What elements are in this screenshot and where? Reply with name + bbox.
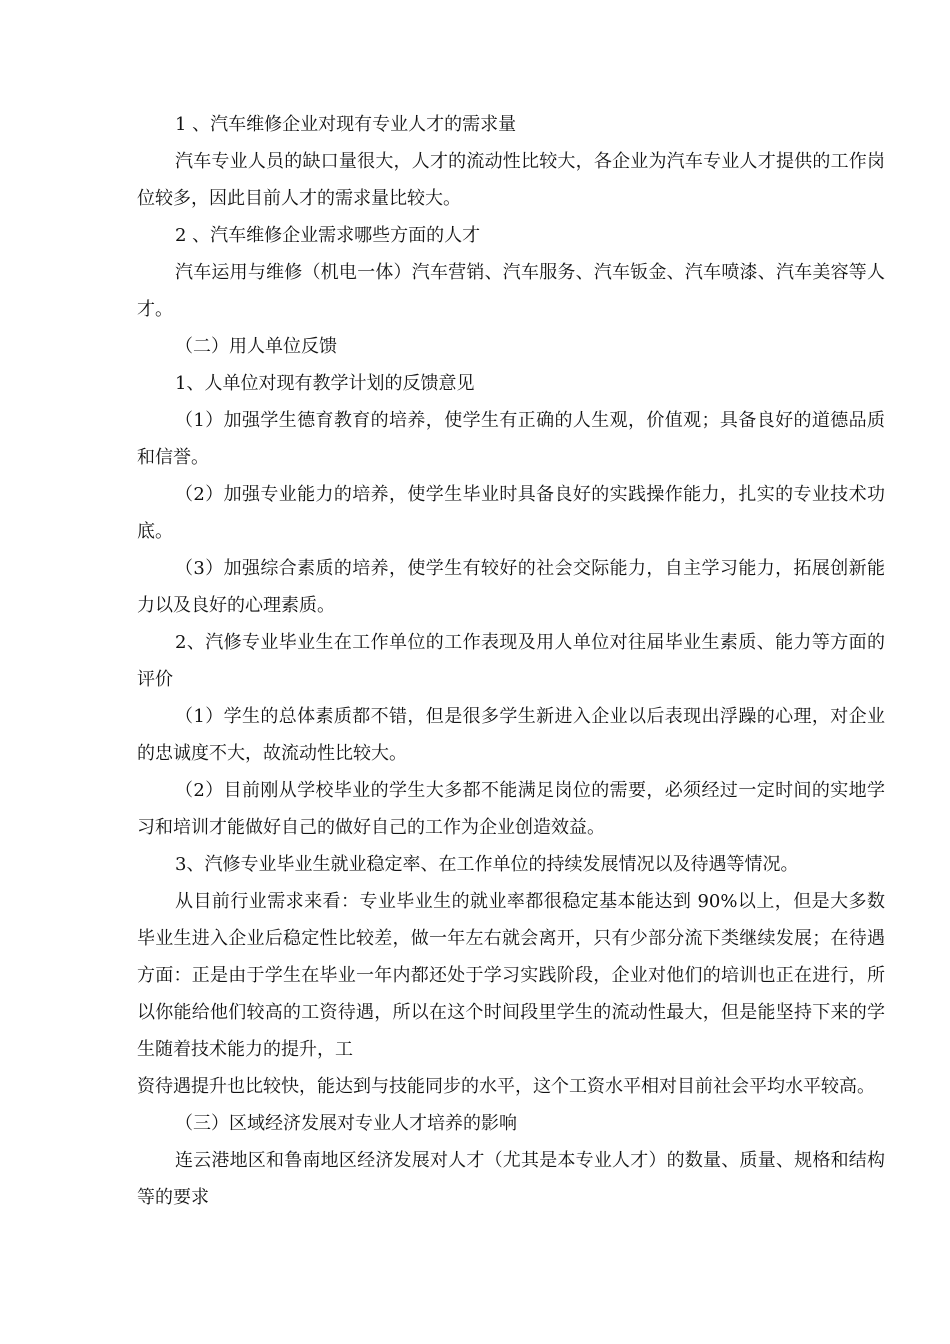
paragraph-demand-areas: 汽车运用与维修（机电一体）汽车营销、汽车服务、汽车钣金、汽车喷漆、汽车美容等人才。 — [137, 262, 885, 320]
paragraph-demand-quantity: 汽车专业人员的缺口量很大，人才的流动性比较大，各企业为汽车专业人才提供的工作岗位较多，因此目前人才的需求量比较大。 — [137, 151, 885, 209]
list-item-moral-education: （1）加强学生德育教育的培养，使学生有正确的人生观，价值观；具备良好的道德品质和信誉。 — [137, 410, 885, 468]
list-item-professional-ability: （2）加强专业能力的培养，使学生毕业时具备良好的实践操作能力，扎实的专业技术功底。 — [137, 484, 885, 542]
list-item-comprehensive-quality: （3）加强综合素质的培养，使学生有较好的社会交际能力，自主学习能力，拓展创新能力以及良好的心理素质。 — [137, 558, 885, 616]
heading-graduate-evaluation: 2、汽修专业毕业生在工作单位的工作表现及用人单位对往届毕业生素质、能力等方面的评价 — [137, 632, 885, 690]
document-body — [137, 106, 885, 1216]
paragraph-industry-demand: 从目前行业需求来看：专业毕业生的就业率都很稳定基本能达到 90%以上，但是大多数毕业生进入企业后稳定性比较差，做一年左右就会离开，只有少部分流下类继续发展；在待遇方面：正是由于学生在毕业一年内都还处于学习实践阶段，企业对他们的培训也正在进行，所以你能给他们较高的工资待遇，所以在这个时间段里学生的流动性最大，但是能坚持下来的学生随着技术能力的提升，工 — [137, 891, 885, 1060]
section-heading-employer-feedback: （二）用人单位反馈 — [175, 336, 337, 357]
paragraph-salary: 资待遇提升也比较快，能达到与技能同步的水平，这个工资水平相对目前社会平均水平较高。 — [137, 1076, 875, 1097]
heading-employment-stability: 3、汽修专业毕业生就业稳定率、在工作单位的持续发展情况以及待遇等情况。 — [175, 854, 799, 875]
list-item-overall-quality: （1）学生的总体素质都不错，但是很多学生新进入企业以后表现出浮躁的心理，对企业的忠诚度不大，故流动性比较大。 — [137, 706, 885, 764]
heading-demand-quantity: 1 、汽车维修企业对现有专业人才的需求量 — [175, 114, 517, 135]
paragraph-regional-requirements: 连云港地区和鲁南地区经济发展对人才（尤其是本专业人才）的数量、质量、规格和结构等的要求 — [137, 1150, 885, 1208]
section-heading-regional-economy: （三）区域经济发展对专业人才培养的影响 — [175, 1113, 517, 1134]
heading-demand-areas: 2 、汽车维修企业需求哪些方面的人才 — [175, 225, 481, 246]
list-item-job-requirements: （2）目前刚从学校毕业的学生大多都不能满足岗位的需要，必须经过一定时间的实地学习和培训才能做好自己的做好自己的工作为企业创造效益。 — [137, 780, 885, 838]
heading-curriculum-feedback: 1、人单位对现有教学计划的反馈意见 — [175, 373, 475, 394]
